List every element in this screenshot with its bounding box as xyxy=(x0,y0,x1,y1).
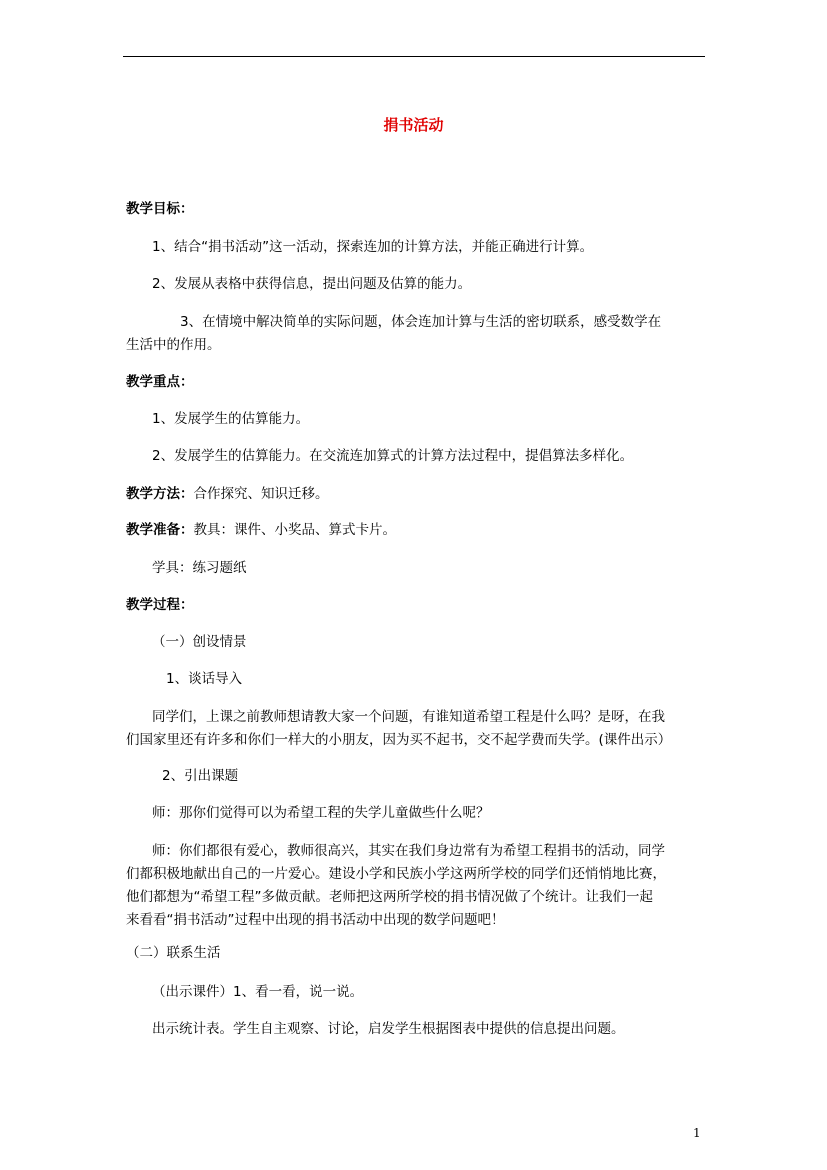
paragraph-line: 他们都想为“希望工程”多做贡献。老师把这两所学校的捐书情况做了个统计。让我们一起 xyxy=(126,889,653,905)
section-heading: （二）联系生活 xyxy=(126,945,221,961)
keypoint-item: 1、发展学生的估算能力。 xyxy=(152,411,310,427)
method-line xyxy=(126,484,329,504)
goal-item: 3、在情境中解决简单的实际问题，体会连加计算与生活的密切联系，感受数学在 xyxy=(180,314,662,330)
keypoints-heading: 教学重点： xyxy=(126,374,194,390)
keypoint-item: 2、发展学生的估算能力。在交流连加算式的计算方法过程中，提倡算法多样化。 xyxy=(152,448,634,464)
page-number: 1 xyxy=(693,1126,701,1140)
step-heading: 1、谈话导入 xyxy=(166,671,243,687)
paragraph-line: 师：你们都很有爱心，教师很高兴，其实在我们身边常有为希望工程捐书的活动，同学 xyxy=(152,843,665,859)
goal-item-cont: 生活中的作用。 xyxy=(126,337,221,353)
step-heading: 2、引出课题 xyxy=(162,768,239,784)
process-heading: 教学过程： xyxy=(126,597,194,613)
page-title: 捐书活动 xyxy=(383,116,444,134)
paragraph-line: 们都积极地献出自己的一片爱心。建设小学和民族小学这两所学校的同学们还悄悄地比赛， xyxy=(126,866,666,882)
prep-student: 学具：练习题纸 xyxy=(152,560,247,576)
prep-text: 教具：课件、小奖品、算式卡片。 xyxy=(193,522,396,538)
prep-label: 教学准备： xyxy=(126,522,194,538)
paragraph-line: （出示课件）1、看一看，说一说。 xyxy=(152,984,364,1000)
paragraph-line: 师：那你们觉得可以为希望工程的失学儿童做些什么呢？ xyxy=(152,805,490,821)
header-rule xyxy=(123,56,705,57)
goal-item: 1、结合“捐书活动”这一活动，探索连加的计算方法，并能正确进行计算。 xyxy=(152,239,594,255)
paragraph-line: 们国家里还有许多和你们一样大的小朋友，因为买不起书，交不起学费而失学。(课件出示） xyxy=(126,732,672,748)
section-heading: （一）创设情景 xyxy=(152,634,247,650)
paragraph-line: 来看看“捐书活动”过程中出现的捐书活动中出现的数学问题吧！ xyxy=(126,912,505,928)
method-text: 合作探究、知识迁移。 xyxy=(193,486,329,502)
goals-heading: 教学目标： xyxy=(126,201,194,217)
paragraph-line: 同学们，上课之前教师想请教大家一个问题，有谁知道希望工程是什么吗？是呀，在我 xyxy=(152,709,665,725)
paragraph-line: 出示统计表。学生自主观察、讨论，启发学生根据图表中提供的信息提出问题。 xyxy=(152,1021,625,1037)
method-label: 教学方法： xyxy=(126,486,194,502)
prep-line xyxy=(126,520,396,540)
goal-item: 2、发展从表格中获得信息，提出问题及估算的能力。 xyxy=(152,276,472,292)
